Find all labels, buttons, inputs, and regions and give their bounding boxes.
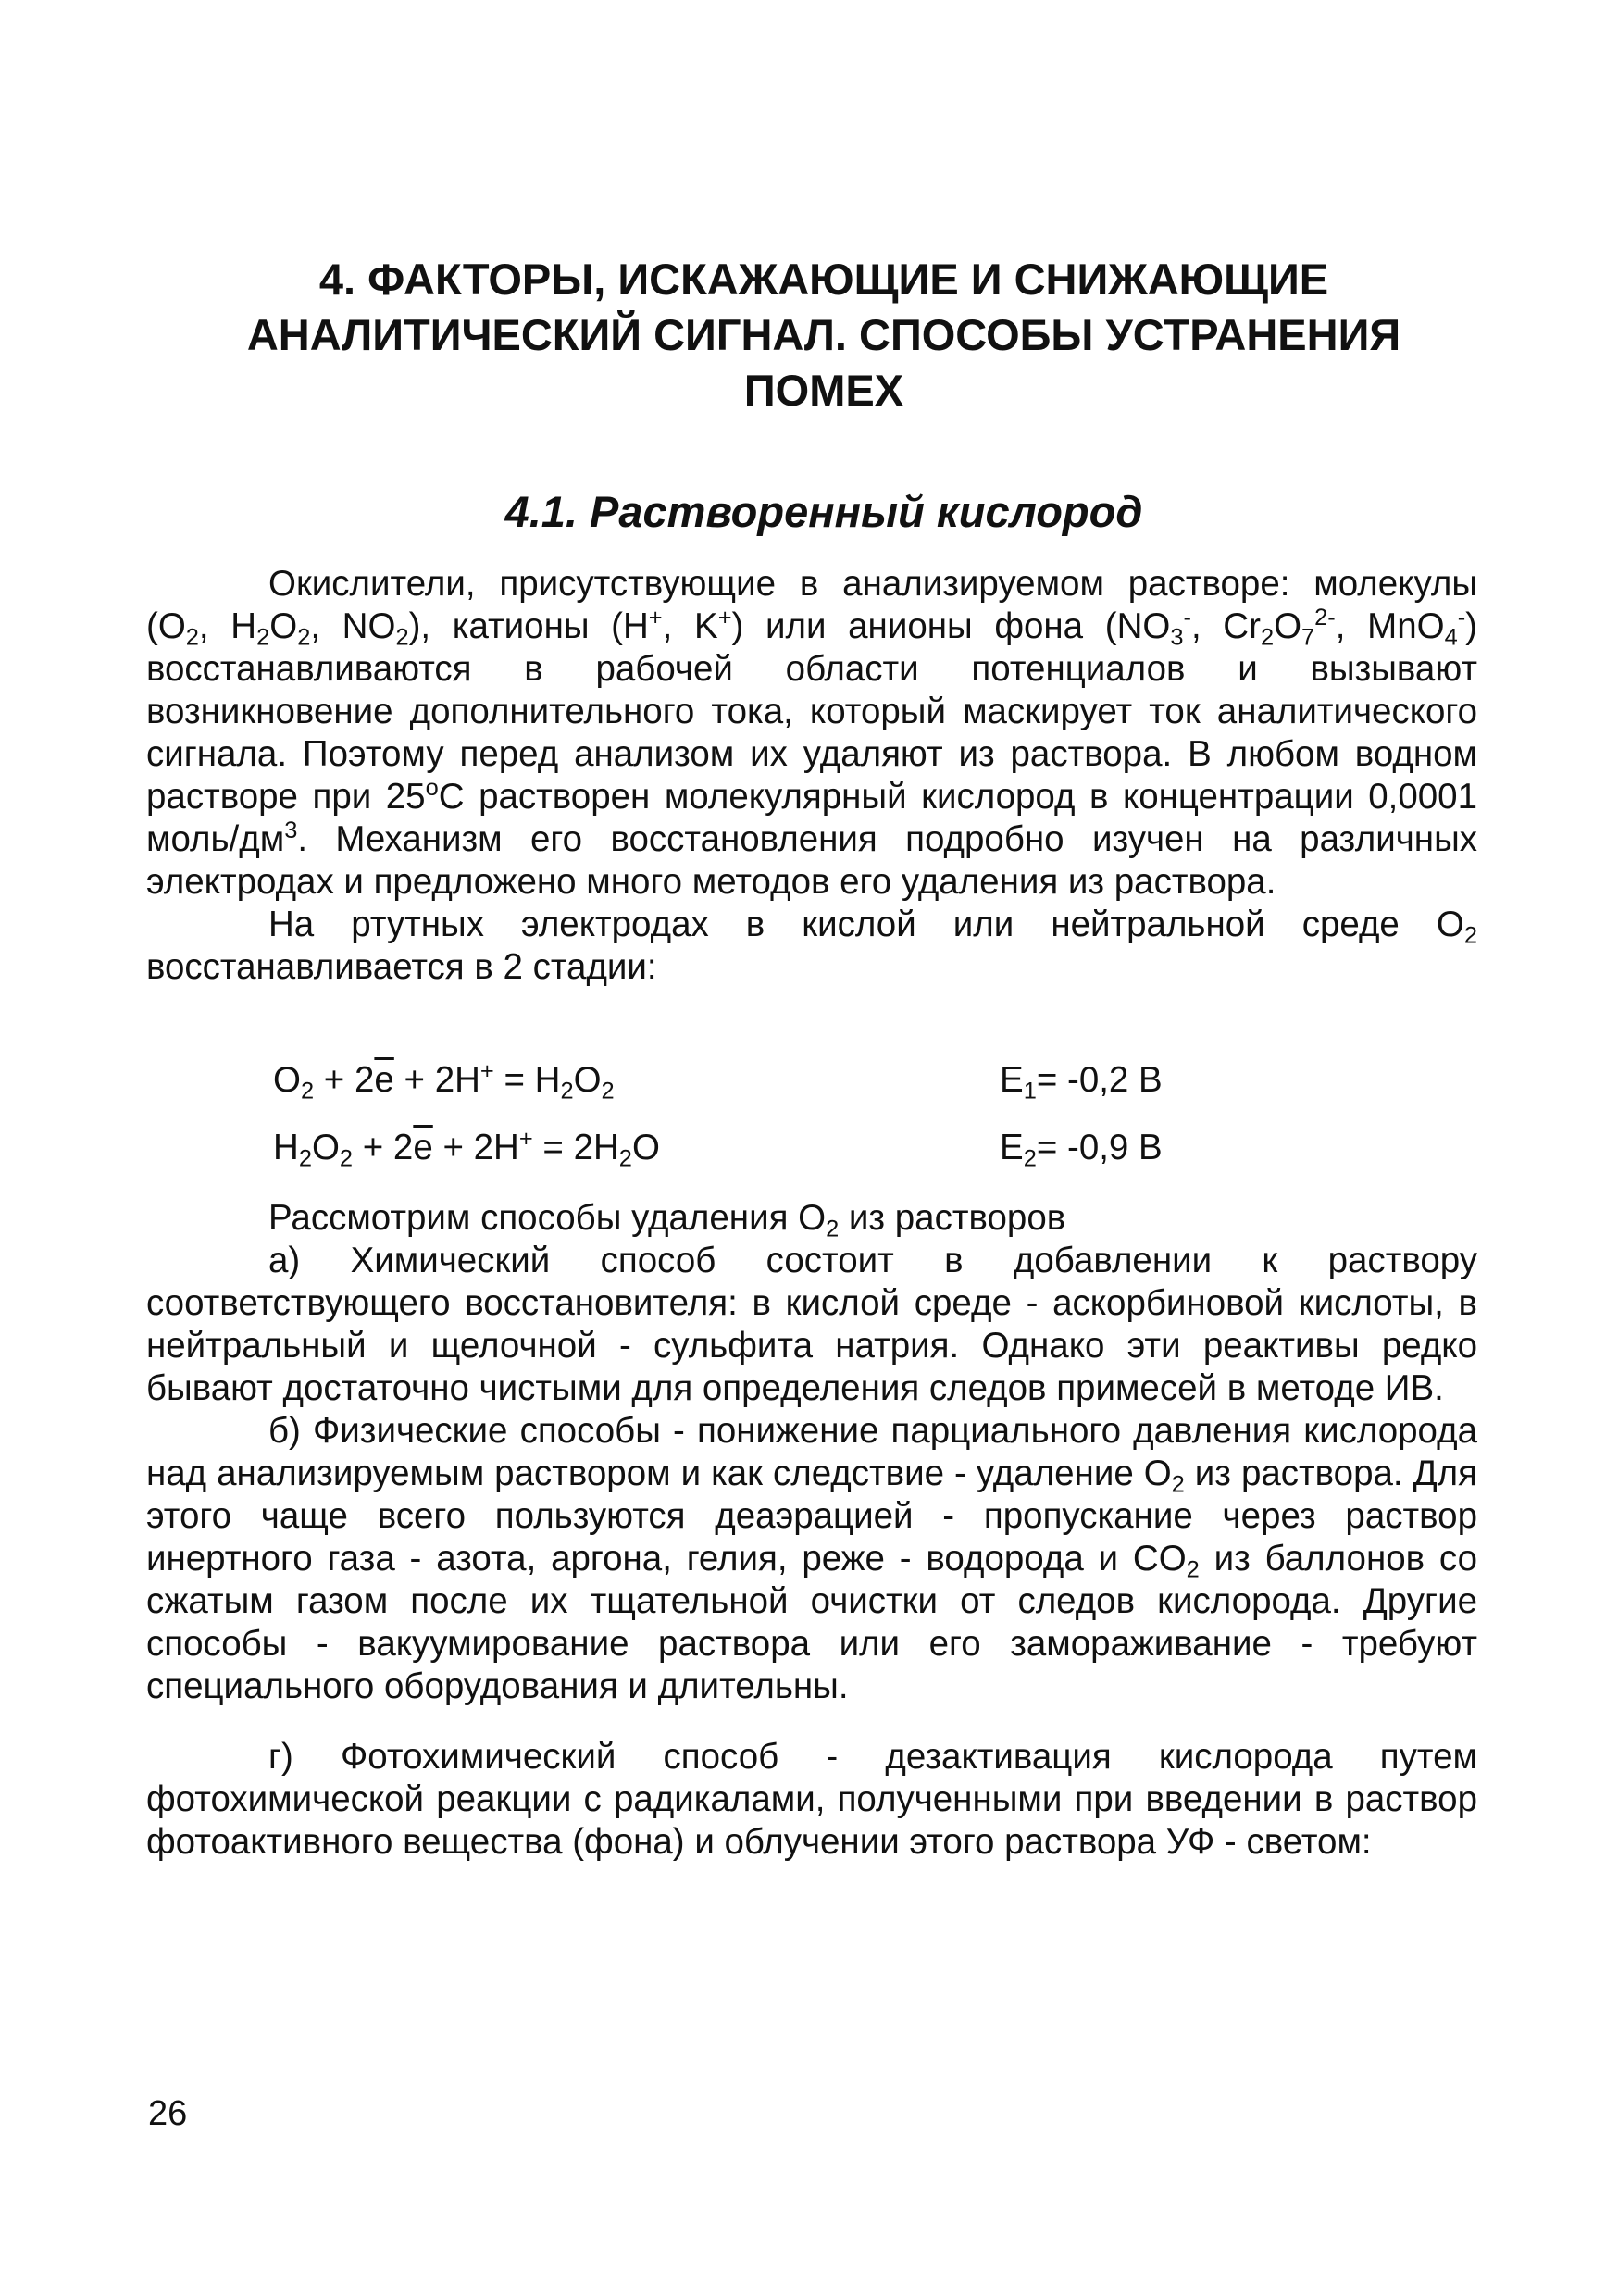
section-title: 4.1. Растворенный кислород	[504, 487, 1143, 536]
chapter-title-line-2: АНАЛИТИЧЕСКИЙ СИГНАЛ. СПОСОБЫ УСТРАНЕНИЯ	[246, 310, 1401, 359]
equation-potential-1: $E_1= -0,2$ В	[1000, 1060, 1163, 1104]
paragraph-physical-method: б) Физические способы - понижение парциального давления кислорода над анализируемым раствором и как следствие - удаление $O_2$ из раствора. Для этого чаще всего пользуются деаэрацией - пропускание через раствор инертного газа - азота, аргона, гелия, реже - водорода и $CO_2$ из баллонов со сжатым газом после их тщательной очистки от следов кислорода. Другие способы - вакуумирование раствора или его замораживание - требуют специального оборудования и длительны.	[146, 1411, 1477, 1706]
equation-row-2	[273, 1128, 1199, 1174]
paragraph-photochemical-method: г) Фотохимический способ - дезактивация кислорода путем фотохимической реакции с радикалами, полученными при введении в раствор фотоактивного вещества (фона) и облучении этого раствора УФ - светом:	[146, 1737, 1477, 1862]
paragraph-mercury-electrodes: На ртутных электродах в кислой или нейтральной среде $O_2$ восстанавливается в 2 стадии:	[146, 905, 1477, 987]
paragraph-chemical-method: а) Химический способ состоит в добавлении к раствору соответствующего восстановителя: в кислой среде - аскорбиновой кислоты, в нейтральный и щелочной - сульфита натрия. Однако эти реактивы редко бывают достаточно чистыми для определения следов примесей в методе ИВ.	[146, 1241, 1477, 1408]
equation-potential-2: $E_2= -0,9$ В	[1000, 1128, 1163, 1172]
equation-formula-2: $H_2O_2 + 2\overline{e} + 2H^+ = 2H_2O$	[273, 1126, 660, 1172]
equation-row-1	[273, 1060, 1199, 1106]
equation-formula-1: $O_2 + 2\overline{e} + 2H^+ = H_2O_2$	[273, 1058, 615, 1104]
chapter-title-line-1: 4. ФАКТОРЫ, ИСКАЖАЮЩИЕ И СНИЖАЮЩИЕ	[318, 255, 1329, 304]
paragraph-removal-methods: Рассмотрим способы удаления $O_2$ из растворов	[268, 1198, 1066, 1242]
chapter-title	[148, 252, 1500, 418]
body-block-1	[146, 563, 1477, 989]
body-block-2	[146, 1197, 1477, 1864]
chapter-title-line-3: ПОМЕХ	[743, 366, 904, 415]
paragraph-oxidizers: Окислители, присутствующие в анализируемом растворе: молекулы ($O_2$, $H_2O_2$, $NO_2$), катионы (H+, K+) или анионы фона ($NO_3^-$, $Cr_2O_7^{2-}$, MnO$_4$-) восстанавливаются в рабочей области потенциалов и вызывают возникновение дополнительного тока, который маскирует ток аналитического сигнала. Поэтому перед анализом их удаляют из раствора. В любом водном растворе при 25$^o$C растворен молекулярный кислород в концентрации 0,0001 моль/$дм^3$. Механизм его восстановления подробно изучен на различных электродах и предложено много методов его удаления из раствора.	[146, 564, 1477, 902]
page-number: 26	[148, 2094, 188, 2133]
